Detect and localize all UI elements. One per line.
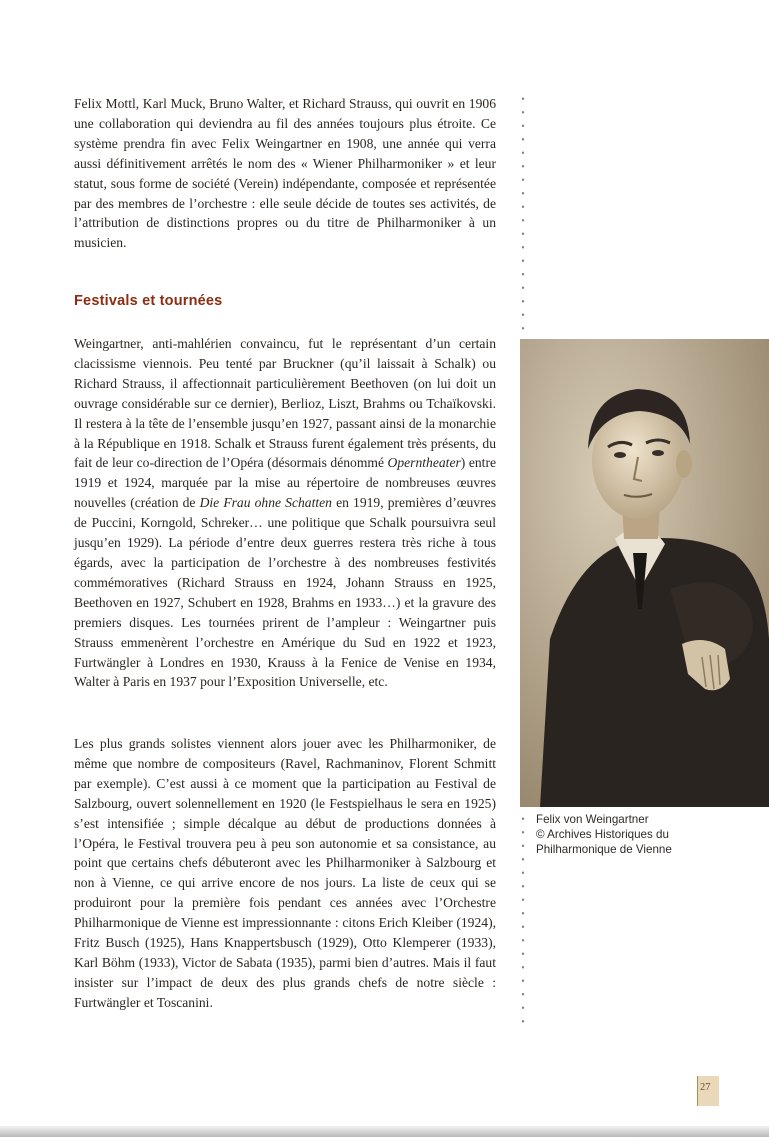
- portrait-illustration: [520, 339, 769, 807]
- paragraph-text: Weingartner, anti-mahlérien convaincu, fut le représentant d’un certain clacissisme viennois. Peu tenté par Bruckner (qu’il laissait à Schalk) ou Richard Strauss, il affectionnait particulièrement Beethoven (on lui doit un ouvrage considérable sur ce dernier), Berlioz, Liszt, Brahms ou Tchaïkovski. Il restera à la tête de l’ensemble jusqu’en 1927, passant ainsi de la monarchie à la République en 1918. Schalk et Strauss furent également très présents, du fait de leur co-direction de l’Opéra (désormais dénommé: [74, 336, 496, 471]
- paragraph-text: en 1919, premières d’œuvres de Puccini, Korngold, Schreker… une politique que Schalk poursuivra seul jusqu’en 1929). La période d’entre deux guerres restera très riche à tous égards, avec la participation de l’orchestre à des nombreuses festivités commémoratives (Richard Strauss en 1924, Johann Strauss en 1925, Beethoven en 1927, Schubert en 1928, Brahms en 1933…) et la gravure des premiers disques. Les tournées prirent de l’ampleur : Weingartner puis Strauss emmenèrent l’orchestre en Amérique du Sud en 1922 et 1923, Furtwängler à Londres en 1930, Krauss à la Fenice de Venise en 1934, Walter à Paris en 1937 pour l’Exposition Universelle, etc.: [74, 495, 497, 690]
- portrait-photo: [520, 339, 769, 807]
- soloists-paragraph: Les plus grands solistes viennent alors jouer avec les Philharmoniker, de même que nombre de compositeurs (Ravel, Rachmaninov, Florent Schmitt par exemple). C’est aussi à ce moment que la participation au Festival de Salzbourg, ouvert solennellement en 1920 (le Festspielhaus le sera en 1925) s’est intensifiée ; simple décalque au début de productions données à l’Opéra, le Festival trouvera peu à peu son autonomie et sa consistance, au point que certains chefs débuteront avec les Philharmoniker à Salzbourg et non à Vienne, ce qui arrive encore de nos jours. La liste de ceux qui se produiront pour la première fois pendant ces années avec l’Orchestre Philharmonique de Vienne est impressionnante : citons Erich Kleiber (1924), Fritz Busch (1925), Hans Knappertsbusch (1929), Otto Klemperer (1933), Karl Böhm (1933), Victor de Sabata (1935), parmi bien d’autres. Mais il faut insister sur l’impact de deux des plus grands chefs de notre siècle : Furtwängler et Toscanini.: [74, 736, 496, 1010]
- dotted-rule-top: [520, 92, 526, 332]
- scan-edge: [0, 1126, 769, 1137]
- photo-caption: [536, 812, 756, 857]
- section-heading: Festivals et tournées: [74, 293, 223, 309]
- caption-credit-source: Philharmonique de Vienne: [536, 843, 672, 856]
- weingartner-paragraph: [74, 334, 496, 692]
- paragraph-text: ) entre 1919 et 1924, marquée par la mise au répertoire de nombreuses œuvres nouvelles (création de: [74, 455, 496, 511]
- dotted-rule-bottom: [520, 812, 526, 1032]
- italic-title: Operntheater: [387, 455, 461, 471]
- caption-name: Felix von Weingartner: [536, 813, 649, 826]
- intro-paragraph: Felix Mottl, Karl Muck, Bruno Walter, et Richard Strauss, qui ouvrit en 1906 une collaboration qui deviendra au fil des années toujours plus étroite. Ce système prendra fin avec Felix Weingartner en 1908, une année qui verra aussi définitivement arrêtés le nom des « Wiener Philharmoniker » et leur statut, sous forme de société (Verein) indépendante, composée et représentée par des membres de l’orchestre : elle seule décide de toutes ses activités, de l’attribution de distinctions propres ou du titre de Philharmoniker à un musicien.: [74, 96, 496, 251]
- italic-title: Die Frau ohne Schatten: [199, 495, 332, 511]
- page-number: 27: [700, 1082, 711, 1093]
- caption-credit: © Archives Historiques du: [536, 828, 669, 841]
